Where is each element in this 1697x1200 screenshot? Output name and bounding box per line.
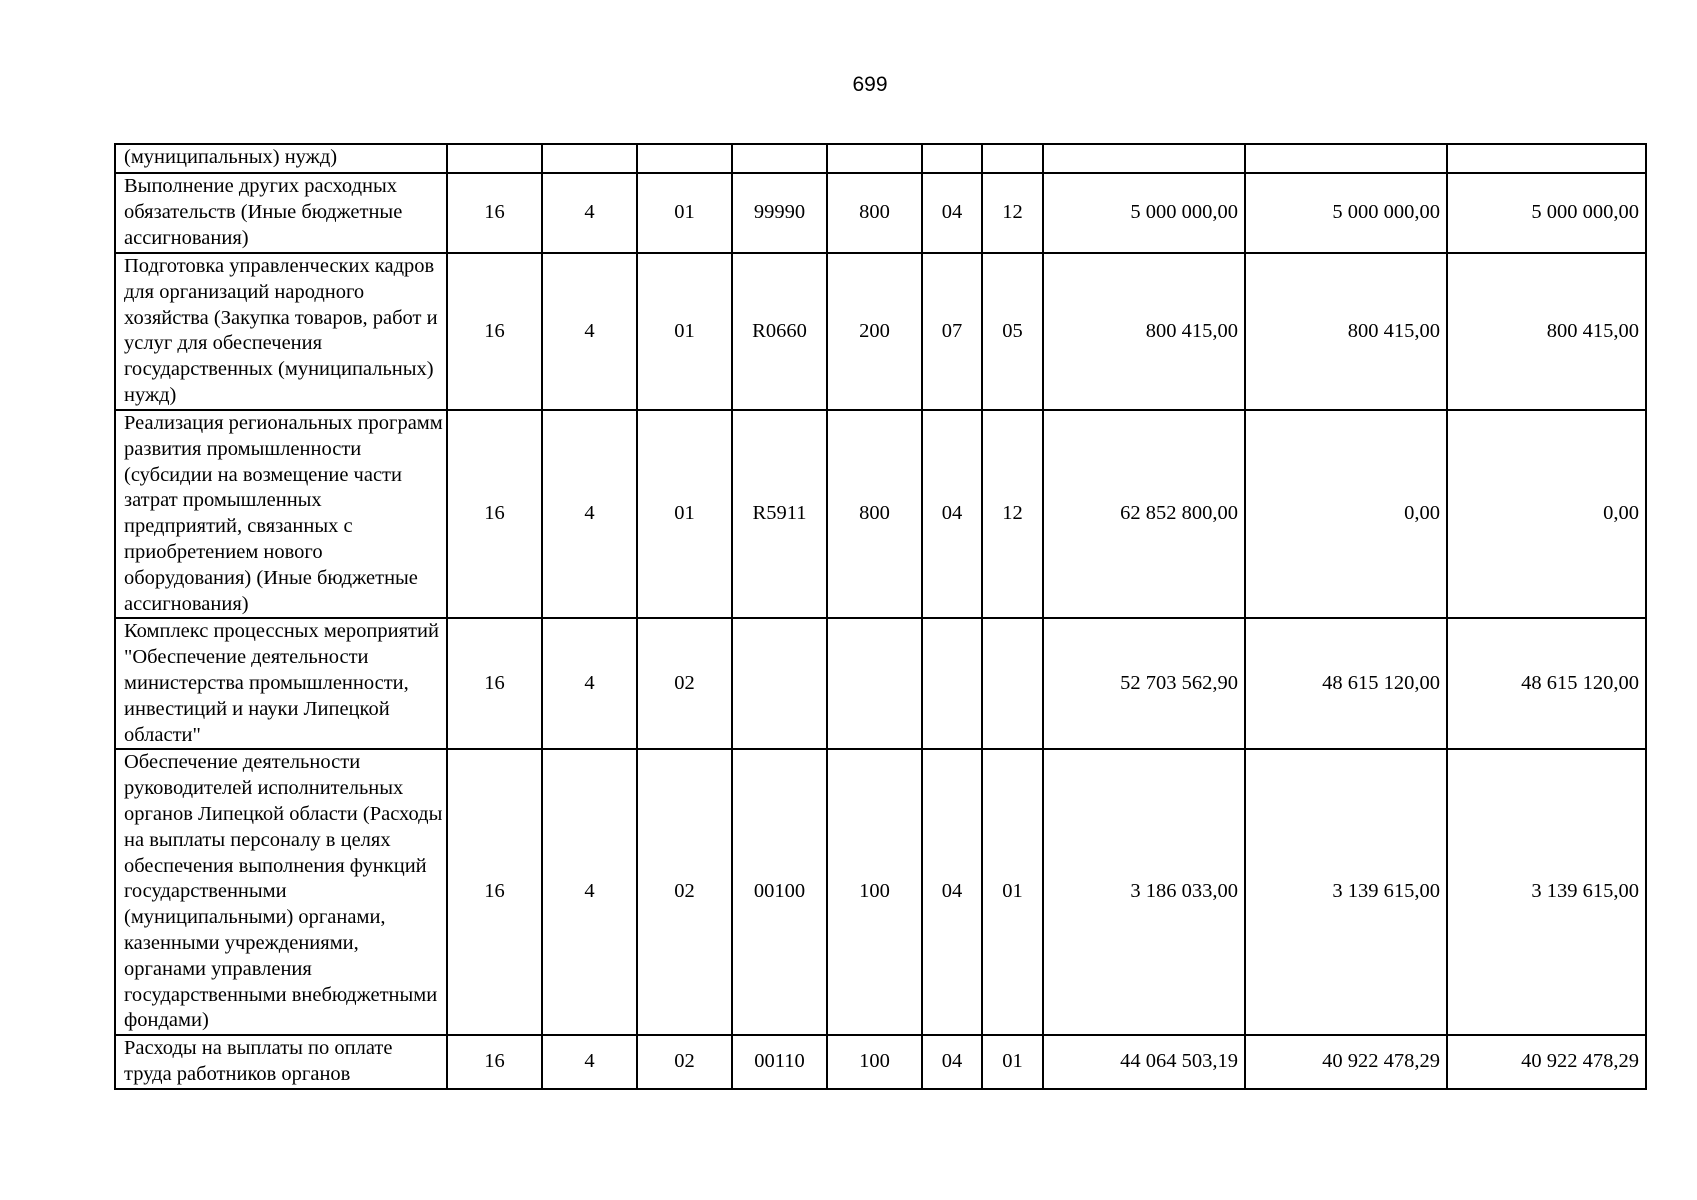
section-code xyxy=(922,144,982,173)
page-number: 699 xyxy=(852,73,888,96)
event-code: 02 xyxy=(637,1035,732,1089)
amount-year-1: 3 186 033,00 xyxy=(1043,749,1245,1035)
subsection-code: 01 xyxy=(982,1035,1043,1089)
subsection-code xyxy=(982,618,1043,749)
amount-year-1: 5 000 000,00 xyxy=(1043,173,1245,253)
direction-code: 00100 xyxy=(732,749,827,1035)
amount-year-3: 800 415,00 xyxy=(1447,253,1646,410)
expense-type-code: 100 xyxy=(827,1035,922,1089)
amount-year-3 xyxy=(1447,144,1646,173)
direction-code: 99990 xyxy=(732,173,827,253)
direction-code: R0660 xyxy=(732,253,827,410)
program-code: 16 xyxy=(447,253,542,410)
row-name: Расходы на выплаты по оплате труда работников органов xyxy=(115,1035,447,1089)
program-code: 16 xyxy=(447,618,542,749)
amount-year-2: 5 000 000,00 xyxy=(1245,173,1447,253)
amount-year-2: 0,00 xyxy=(1245,410,1447,618)
expense-type-code: 200 xyxy=(827,253,922,410)
expense-type-code xyxy=(827,618,922,749)
row-name: Реализация региональных программ развития промышленности (субсидии на возмещение части затрат промышленных предприятий, связанных с приобретением нового оборудования) (Иные бюджетные ассигнования) xyxy=(115,410,447,618)
subprogram-code: 4 xyxy=(542,618,637,749)
subprogram-code: 4 xyxy=(542,410,637,618)
expense-type-code: 800 xyxy=(827,173,922,253)
subprogram-code: 4 xyxy=(542,1035,637,1089)
row-name: Обеспечение деятельности руководителей исполнительных органов Липецкой области (Расходы на выплаты персоналу в целях обеспечения выполнения функций государственными (муниципальными) органами, казенными учреждениями, органами управления государственными внебюджетными фондами) xyxy=(115,749,447,1035)
event-code: 01 xyxy=(637,410,732,618)
table-row xyxy=(115,173,1646,253)
table-row xyxy=(115,749,1646,1035)
table-row xyxy=(115,1035,1646,1089)
amount-year-1: 44 064 503,19 xyxy=(1043,1035,1245,1089)
direction-code xyxy=(732,144,827,173)
amount-year-3: 3 139 615,00 xyxy=(1447,749,1646,1035)
amount-year-2: 3 139 615,00 xyxy=(1245,749,1447,1035)
expense-type-code: 100 xyxy=(827,749,922,1035)
section-code: 04 xyxy=(922,410,982,618)
amount-year-2: 48 615 120,00 xyxy=(1245,618,1447,749)
row-name: Выполнение других расходных обязательств (Иные бюджетные ассигнования) xyxy=(115,173,447,253)
section-code: 04 xyxy=(922,1035,982,1089)
direction-code: 00110 xyxy=(732,1035,827,1089)
amount-year-3: 0,00 xyxy=(1447,410,1646,618)
row-name: (муниципальных) нужд) xyxy=(115,144,447,173)
event-code: 02 xyxy=(637,618,732,749)
section-code: 04 xyxy=(922,173,982,253)
amount-year-1: 52 703 562,90 xyxy=(1043,618,1245,749)
program-code xyxy=(447,144,542,173)
amount-year-1: 62 852 800,00 xyxy=(1043,410,1245,618)
program-code: 16 xyxy=(447,410,542,618)
section-code: 04 xyxy=(922,749,982,1035)
amount-year-2: 800 415,00 xyxy=(1245,253,1447,410)
direction-code xyxy=(732,618,827,749)
subprogram-code xyxy=(542,144,637,173)
section-code xyxy=(922,618,982,749)
row-name: Подготовка управленческих кадров для организаций народного хозяйства (Закупка товаров, работ и услуг для обеспечения государственных (муниципальных) нужд) xyxy=(115,253,447,410)
amount-year-2: 40 922 478,29 xyxy=(1245,1035,1447,1089)
amount-year-1 xyxy=(1043,144,1245,173)
event-code: 01 xyxy=(637,173,732,253)
section-code: 07 xyxy=(922,253,982,410)
expense-type-code xyxy=(827,144,922,173)
subsection-code: 12 xyxy=(982,173,1043,253)
subsection-code: 12 xyxy=(982,410,1043,618)
subsection-code: 05 xyxy=(982,253,1043,410)
subsection-code xyxy=(982,144,1043,173)
event-code: 02 xyxy=(637,749,732,1035)
program-code: 16 xyxy=(447,749,542,1035)
table-row xyxy=(115,410,1646,618)
amount-year-3: 40 922 478,29 xyxy=(1447,1035,1646,1089)
table-row xyxy=(115,253,1646,410)
amount-year-1: 800 415,00 xyxy=(1043,253,1245,410)
amount-year-3: 5 000 000,00 xyxy=(1447,173,1646,253)
amount-year-2 xyxy=(1245,144,1447,173)
amount-year-3: 48 615 120,00 xyxy=(1447,618,1646,749)
program-code: 16 xyxy=(447,173,542,253)
direction-code: R5911 xyxy=(732,410,827,618)
subprogram-code: 4 xyxy=(542,253,637,410)
program-code: 16 xyxy=(447,1035,542,1089)
subprogram-code: 4 xyxy=(542,749,637,1035)
budget-table xyxy=(114,143,1647,1090)
row-name: Комплекс процессных мероприятий "Обеспечение деятельности министерства промышленности, инвестиций и науки Липецкой области" xyxy=(115,618,447,749)
table-row xyxy=(115,144,1646,173)
subsection-code: 01 xyxy=(982,749,1043,1035)
subprogram-code: 4 xyxy=(542,173,637,253)
event-code xyxy=(637,144,732,173)
expense-type-code: 800 xyxy=(827,410,922,618)
table-row xyxy=(115,618,1646,749)
event-code: 01 xyxy=(637,253,732,410)
